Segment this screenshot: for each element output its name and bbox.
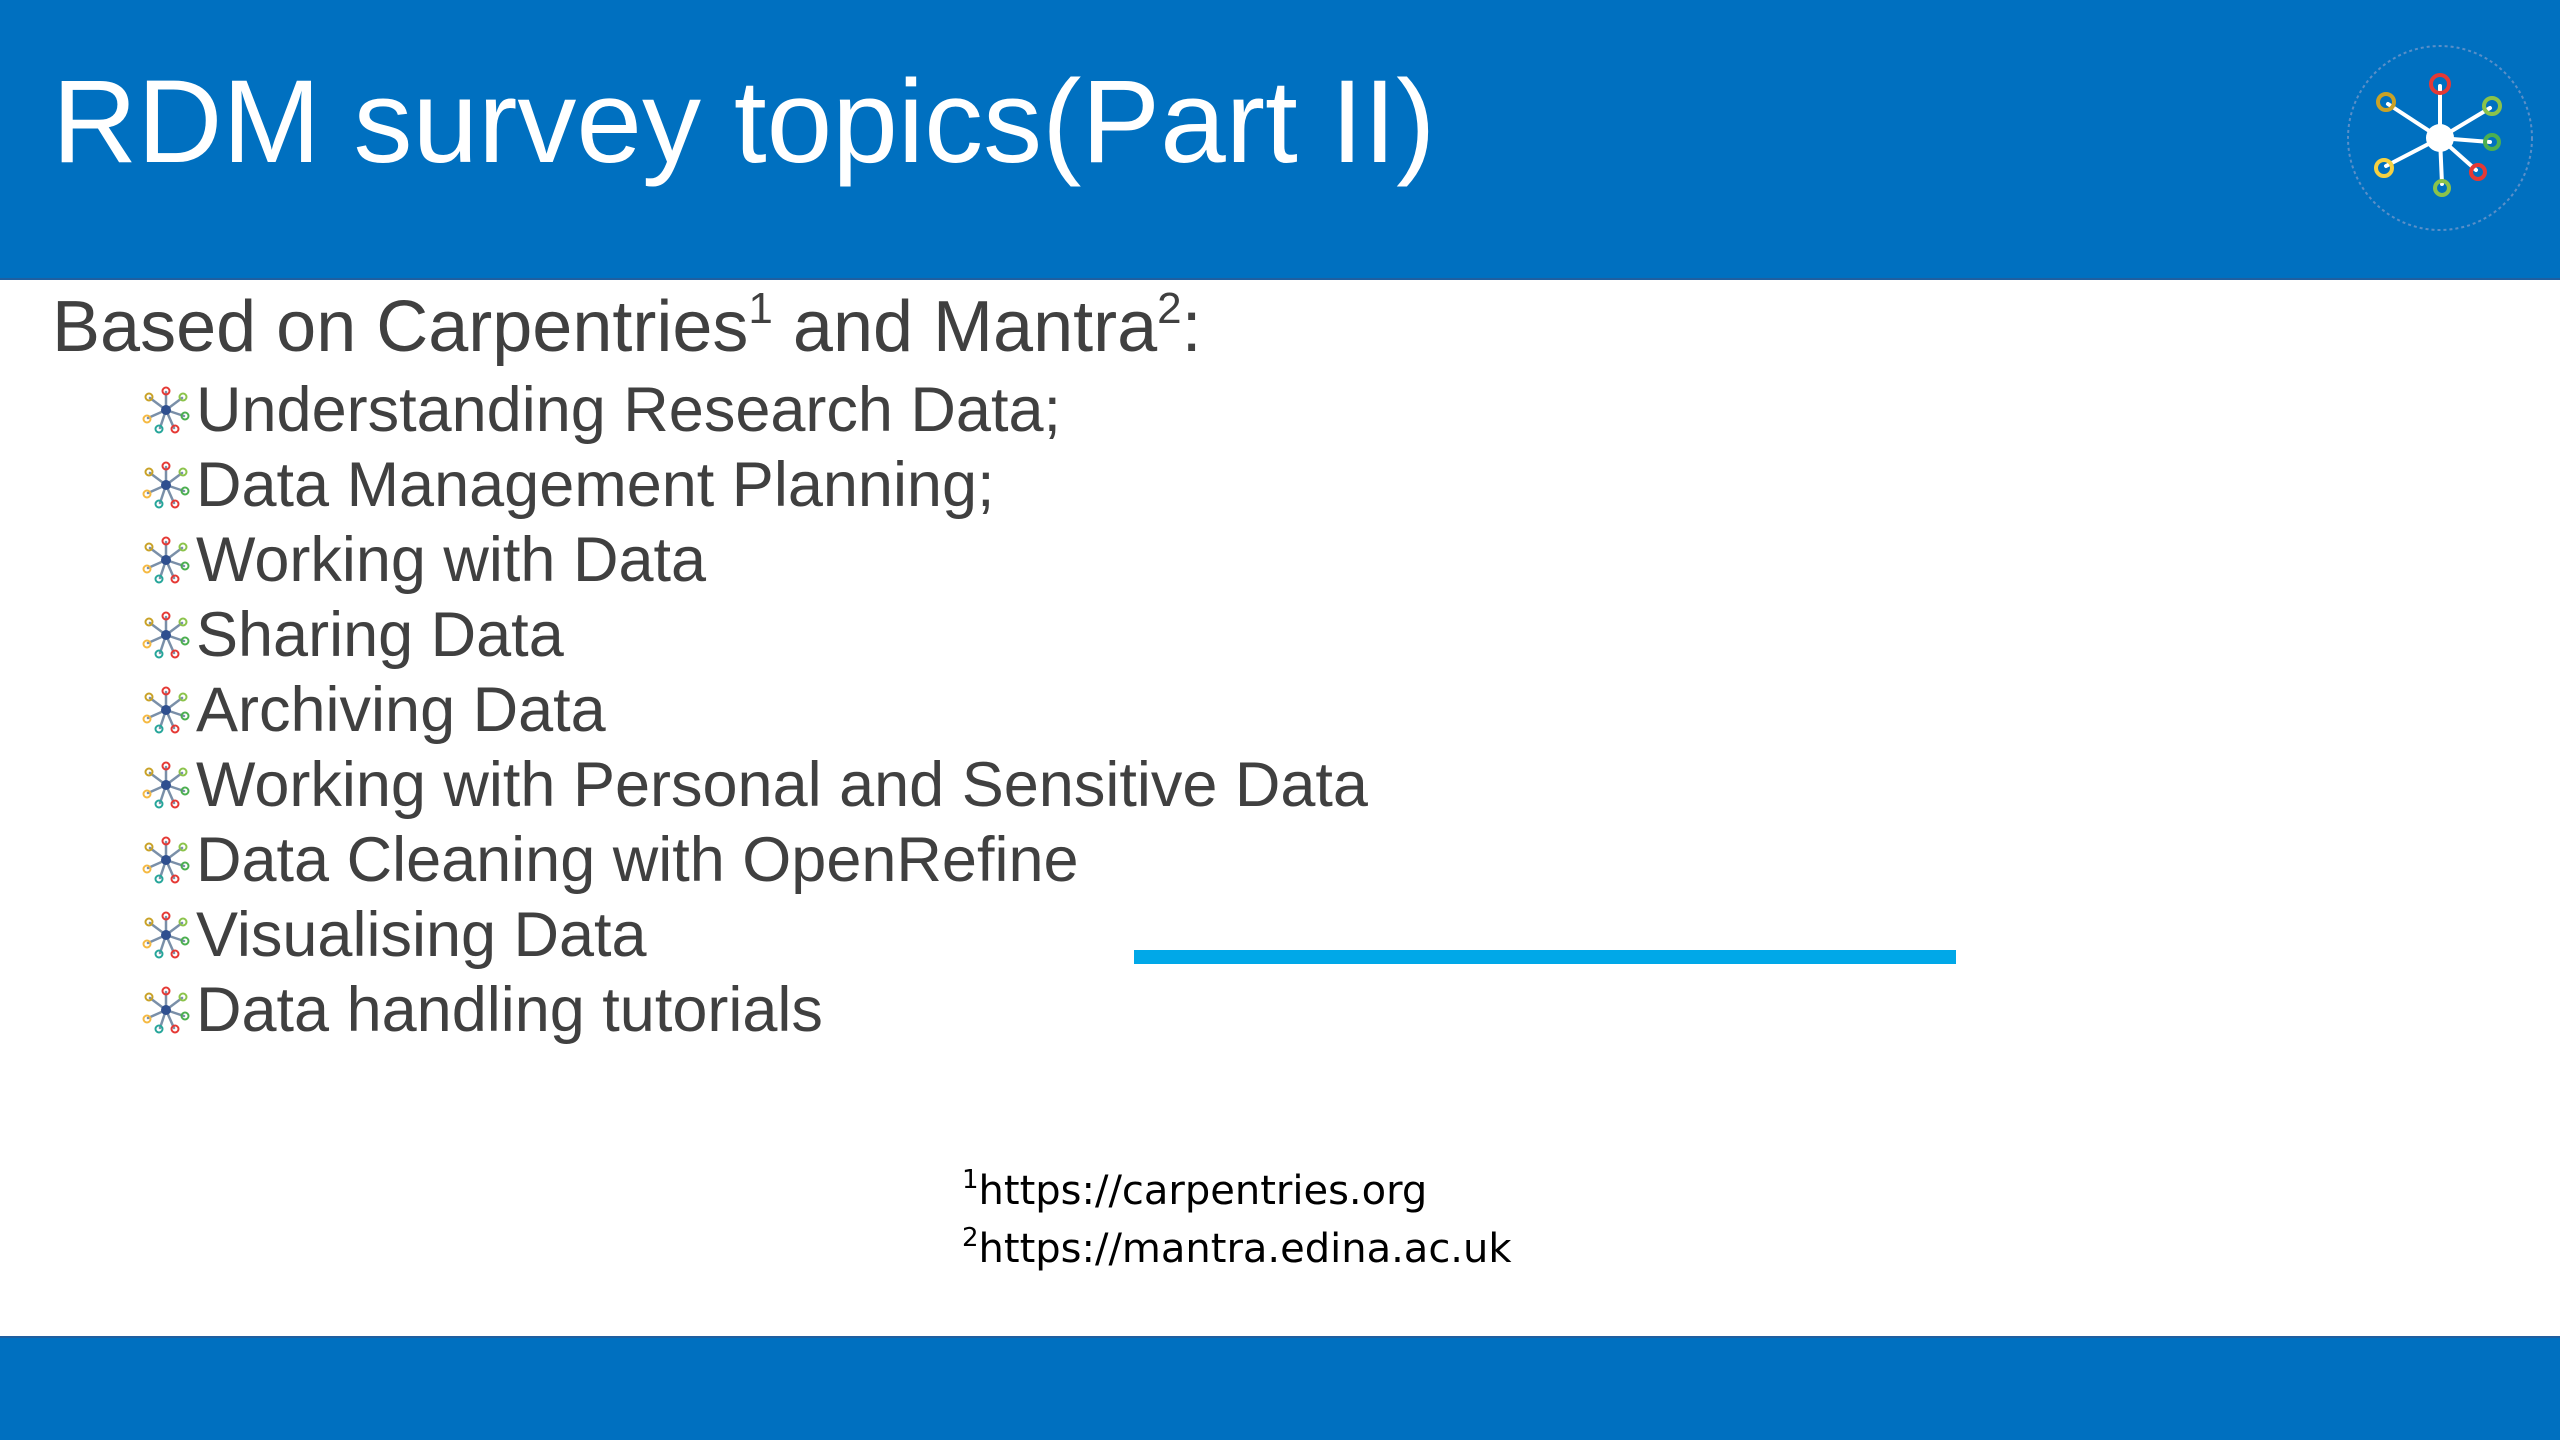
topic-label: Sharing Data <box>196 599 564 670</box>
intro-ref-2: 2 <box>1157 284 1182 333</box>
topic-label: Data handling tutorials <box>196 974 823 1045</box>
intro-suffix: : <box>1181 287 1202 367</box>
list-item <box>140 672 1368 747</box>
topic-list <box>140 372 1368 1047</box>
footnote-mark: 1 <box>962 1165 979 1195</box>
topic-label: Understanding Research Data; <box>196 374 1061 445</box>
footnote-mark: 2 <box>962 1223 979 1253</box>
network-node-bullet-icon <box>140 609 192 661</box>
slide-title: RDM survey topics(Part II) <box>52 56 1436 188</box>
network-hub-logo-icon <box>2340 38 2540 238</box>
list-item <box>140 447 1368 522</box>
footer-bar <box>0 1336 2560 1440</box>
topic-label: Visualising Data <box>196 899 647 970</box>
footnotes <box>962 1162 1512 1278</box>
topic-label: Archiving Data <box>196 674 606 745</box>
list-item <box>140 972 1368 1047</box>
footnote-link-mantra[interactable]: https://mantra.edina.ac.uk <box>978 1226 1512 1272</box>
network-node-bullet-icon <box>140 384 192 436</box>
list-item <box>140 597 1368 672</box>
network-node-bullet-icon <box>140 909 192 961</box>
network-node-bullet-icon <box>140 684 192 736</box>
list-item <box>140 372 1368 447</box>
list-item <box>140 747 1368 822</box>
footnote-2 <box>962 1220 1512 1278</box>
network-node-bullet-icon <box>140 534 192 586</box>
network-node-bullet-icon <box>140 984 192 1036</box>
intro-line <box>52 286 1202 369</box>
footnote-link-carpentries[interactable]: https://carpentries.org <box>978 1168 1428 1214</box>
intro-middle: and Mantra <box>772 287 1158 367</box>
topic-label: Working with Data <box>196 524 707 595</box>
list-item <box>140 522 1368 597</box>
footnote-1 <box>962 1162 1512 1220</box>
network-node-bullet-icon <box>140 759 192 811</box>
topic-label: Working with Personal and Sensitive Data <box>196 749 1368 820</box>
topic-label: Data Management Planning; <box>196 449 995 520</box>
intro-prefix: Based on Carpentries <box>52 287 749 367</box>
network-node-bullet-icon <box>140 459 192 511</box>
topic-label: Data Cleaning with OpenRefine <box>196 824 1079 895</box>
intro-ref-1: 1 <box>748 284 773 333</box>
list-item <box>140 822 1368 897</box>
network-node-bullet-icon <box>140 834 192 886</box>
accent-underline-bar <box>1134 950 1956 964</box>
header-bar <box>0 0 2560 280</box>
